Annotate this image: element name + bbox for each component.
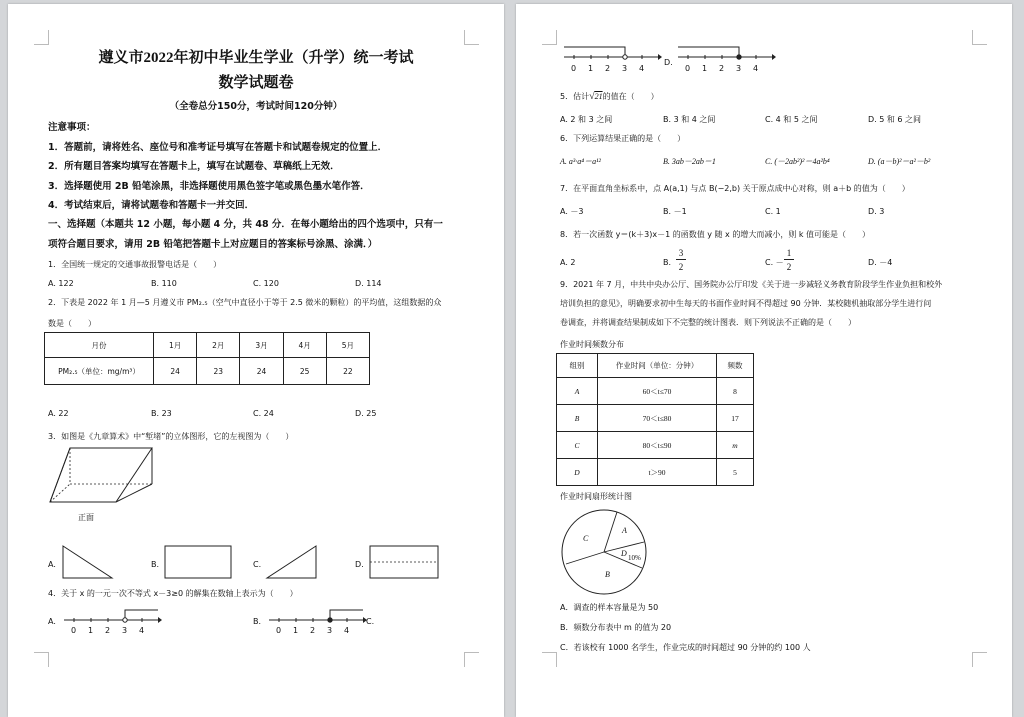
tick-label: 2	[310, 626, 316, 635]
tick-label: 2	[105, 626, 111, 635]
option-c-shape	[266, 545, 318, 579]
option-d-shape	[369, 545, 439, 579]
question-stem: 3．如图是《九章算术》中“堑堵”的立体图形，它的左视图为（ ）	[48, 432, 294, 441]
page-left	[8, 4, 504, 717]
option: D. 25	[355, 409, 377, 418]
table-cell: 80＜t≤90	[598, 432, 717, 459]
table-header: 组别	[557, 354, 598, 378]
fraction-bar	[676, 259, 686, 260]
table-header: 2月	[197, 333, 240, 358]
option: B.	[253, 617, 262, 626]
crop-mark	[464, 30, 479, 45]
number-line-b	[267, 608, 367, 634]
question-stem: 2．下表是 2022 年 1 月—5 月遵义市 PM₂.₅（空气中直径小于等于 2.5 微米的颗粒）的平均值，这组数据的众	[48, 298, 442, 307]
option: D. 114	[355, 279, 382, 288]
option: A.	[48, 617, 56, 626]
table-header: 月份	[45, 333, 154, 358]
section-heading: 项符合题目要求，请用 2B 铅笔把答题卡上对应题目的答案标号涂黑、涂满．）	[48, 239, 378, 250]
table-row	[557, 405, 754, 432]
option: A. 2	[560, 258, 576, 267]
option: C. 4 和 5 之间	[765, 115, 818, 124]
option: D.	[355, 560, 364, 569]
tick-label: 4	[139, 626, 145, 635]
table-cell: 23	[197, 358, 240, 385]
table-cell: t＞90	[598, 459, 717, 486]
table-cell: 8	[717, 378, 754, 405]
question-stem: 培训负担的意见》，明确要求初中生每天的书面作业时间不得超过 90 分钟．某校随机抽取部分学生进行问	[560, 299, 932, 308]
question-stem: 数是（ ）	[48, 319, 96, 328]
table-cell: 24	[240, 358, 283, 385]
option: B.	[663, 258, 672, 267]
table-row	[557, 459, 754, 486]
option: B. －1	[663, 207, 687, 216]
pie-label: C	[583, 534, 589, 543]
table-cell: 25	[283, 358, 326, 385]
pie-label: D	[621, 549, 627, 558]
exam-title: 遵义市2022年初中毕业生学业（升学）统一考试	[98, 50, 414, 66]
option: A．调查的样本容量是为 50	[560, 603, 659, 612]
question-stem: 7．在平面直角坐标系中，点 A(a,1) 与点 B(−2,b) 关于原点成中心对称，则 a＋b 的值为（ ）	[560, 184, 910, 193]
tick-label: 0	[276, 626, 282, 635]
tick-label: 2	[605, 64, 611, 73]
option: B.	[151, 560, 160, 569]
table-cell: 5	[717, 459, 754, 486]
tick-label: 4	[344, 626, 350, 635]
stem-text: 的值在（ ）	[602, 92, 659, 101]
pm25-table	[44, 332, 370, 385]
table-cell: 24	[154, 358, 197, 385]
tick-label: 4	[639, 64, 645, 73]
crop-mark	[34, 652, 49, 667]
table-header: 1月	[154, 333, 197, 358]
tick-label: 1	[293, 626, 299, 635]
tick-label: 1	[702, 64, 708, 73]
crop-mark	[972, 652, 987, 667]
table-row-label: PM₂.₅（单位：mg/m³）	[45, 358, 154, 385]
table-cell: 17	[717, 405, 754, 432]
table-cell: D	[557, 459, 598, 486]
prism-figure	[46, 444, 158, 510]
tick-label: 0	[685, 64, 691, 73]
table-cell: 60＜t≤70	[598, 378, 717, 405]
sqrt-sign: √	[589, 91, 595, 102]
tick-label: 3	[122, 626, 128, 635]
fraction-num: 1	[786, 248, 792, 258]
tick-label: 3	[736, 64, 742, 73]
option: C. 120	[253, 279, 279, 288]
option: D. (a－b)²＝a²－b²	[868, 157, 931, 166]
pie-label: A	[622, 526, 627, 535]
table-cell: A	[557, 378, 598, 405]
option: A. a³·a⁴＝a¹²	[560, 157, 601, 166]
crop-mark	[542, 652, 557, 667]
option: D. －4	[868, 258, 893, 267]
option: D. 3	[868, 207, 885, 216]
table-header: 3月	[240, 333, 283, 358]
table-row	[557, 432, 754, 459]
option: B. 3ab－2ab＝1	[663, 157, 716, 166]
table-cell: B	[557, 405, 598, 432]
option: D.	[664, 58, 673, 67]
crop-mark	[972, 30, 987, 45]
option: B. 23	[151, 409, 172, 418]
table-cell: 70＜t≤80	[598, 405, 717, 432]
exam-subtitle: （全卷总分150分，考试时间120分钟）	[169, 101, 343, 112]
table-cell: C	[557, 432, 598, 459]
notice-heading: 注意事项：	[48, 122, 96, 133]
option: A. －3	[560, 207, 584, 216]
tick-label: 0	[571, 64, 577, 73]
crop-mark	[464, 652, 479, 667]
option: C. 24	[253, 409, 274, 418]
figure-label: 正面	[78, 513, 94, 522]
crop-mark	[542, 30, 557, 45]
fraction-den: 2	[786, 262, 792, 272]
notice-item: 2．所有题目答案均填写在答题卡上，填写在试题卷、草稿纸上无效．	[48, 161, 340, 172]
question-stem: 8．若一次函数 y＝(k＋3)x－1 的函数值 y 随 x 的增大而减小，则 k 值可能是（ ）	[560, 230, 871, 239]
notice-item: 1．答题前，请将姓名、座位号和准考证号填写在答题卡和试题卷规定的位置上．	[48, 142, 388, 153]
number-line-a	[62, 608, 162, 634]
tick-label: 2	[719, 64, 725, 73]
crop-mark	[34, 30, 49, 45]
question-stem: 4．关于 x 的一元一次不等式 x－3≥0 的解集在数轴上表示为（ ）	[48, 589, 298, 598]
radicand: 21	[594, 92, 603, 101]
option: C. 1	[765, 207, 781, 216]
pie-title: 作业时间扇形统计图	[560, 492, 632, 501]
section-heading: 一、选择题（本题共 12 小题，每小题 4 分，共 48 分．在每小题给出的四个选项中，只有一	[48, 219, 443, 230]
fraction-den: 2	[678, 262, 684, 272]
option-a-shape	[62, 545, 114, 579]
tick-label: 3	[622, 64, 628, 73]
table-row	[557, 378, 754, 405]
number-line-d	[676, 45, 776, 71]
option: A. 2 和 3 之间	[560, 115, 613, 124]
exam-subject: 数学试题卷	[218, 75, 294, 91]
tick-label: 1	[88, 626, 94, 635]
option: C. －	[765, 258, 784, 267]
option: D. 5 和 6 之间	[868, 115, 922, 124]
tick-label: 0	[71, 626, 77, 635]
table-header: 5月	[326, 333, 369, 358]
notice-item: 4．考试结束后，请将试题卷和答题卡一并交回．	[48, 200, 255, 211]
frequency-table	[556, 353, 754, 486]
option-b-shape	[164, 545, 232, 579]
question-stem: 卷调查，并将调查结果制成如下不完整的统计图表．则下列说法不正确的是（ ）	[560, 318, 856, 327]
number-line-c	[562, 45, 662, 71]
option: C.	[253, 560, 262, 569]
stem-text: 5．估计	[560, 92, 590, 101]
tick-label: 3	[327, 626, 333, 635]
table-header: 4月	[283, 333, 326, 358]
table-cell: 22	[326, 358, 369, 385]
question-stem	[560, 92, 659, 102]
fraction-num: 3	[678, 248, 684, 258]
tick-label: 1	[588, 64, 594, 73]
question-stem: 1．全国统一规定的交通事故报警电话是（ ）	[48, 260, 222, 269]
option: C．若该校有 1000 名学生，作业完成的时间超过 90 分钟的约 100 人	[560, 643, 811, 652]
page-right	[516, 4, 1012, 717]
option: B. 3 和 4 之间	[663, 115, 716, 124]
fraction-bar	[784, 259, 794, 260]
pie-label: 10%	[628, 554, 641, 562]
tick-label: 4	[753, 64, 759, 73]
question-stem: 6．下列运算结果正确的是（ ）	[560, 134, 686, 143]
question-stem: 9．2021 年 7 月，中共中央办公厅、国务院办公厅印发《关于进一步减轻义务教育阶段学生作业负担和校外	[560, 280, 943, 289]
option: A. 22	[48, 409, 69, 418]
option: C. (－2ab²)²＝4a²b⁴	[765, 157, 830, 166]
table-header: 作业时间（单位：分钟）	[598, 354, 717, 378]
table-header: 频数	[717, 354, 754, 378]
option: A. 122	[48, 279, 74, 288]
table-title: 作业时间频数分布	[560, 340, 624, 349]
table-cell: m	[717, 432, 754, 459]
notice-item: 3．选择题使用 2B 铅笔涂黑，非选择题使用黑色签字笔或黑色墨水笔作答．	[48, 181, 370, 192]
option: C.	[366, 617, 375, 626]
pie-label: B	[605, 570, 610, 579]
option: A.	[48, 560, 56, 569]
option: B. 110	[151, 279, 177, 288]
option: B．频数分布表中 m 的值为 20	[560, 623, 672, 632]
